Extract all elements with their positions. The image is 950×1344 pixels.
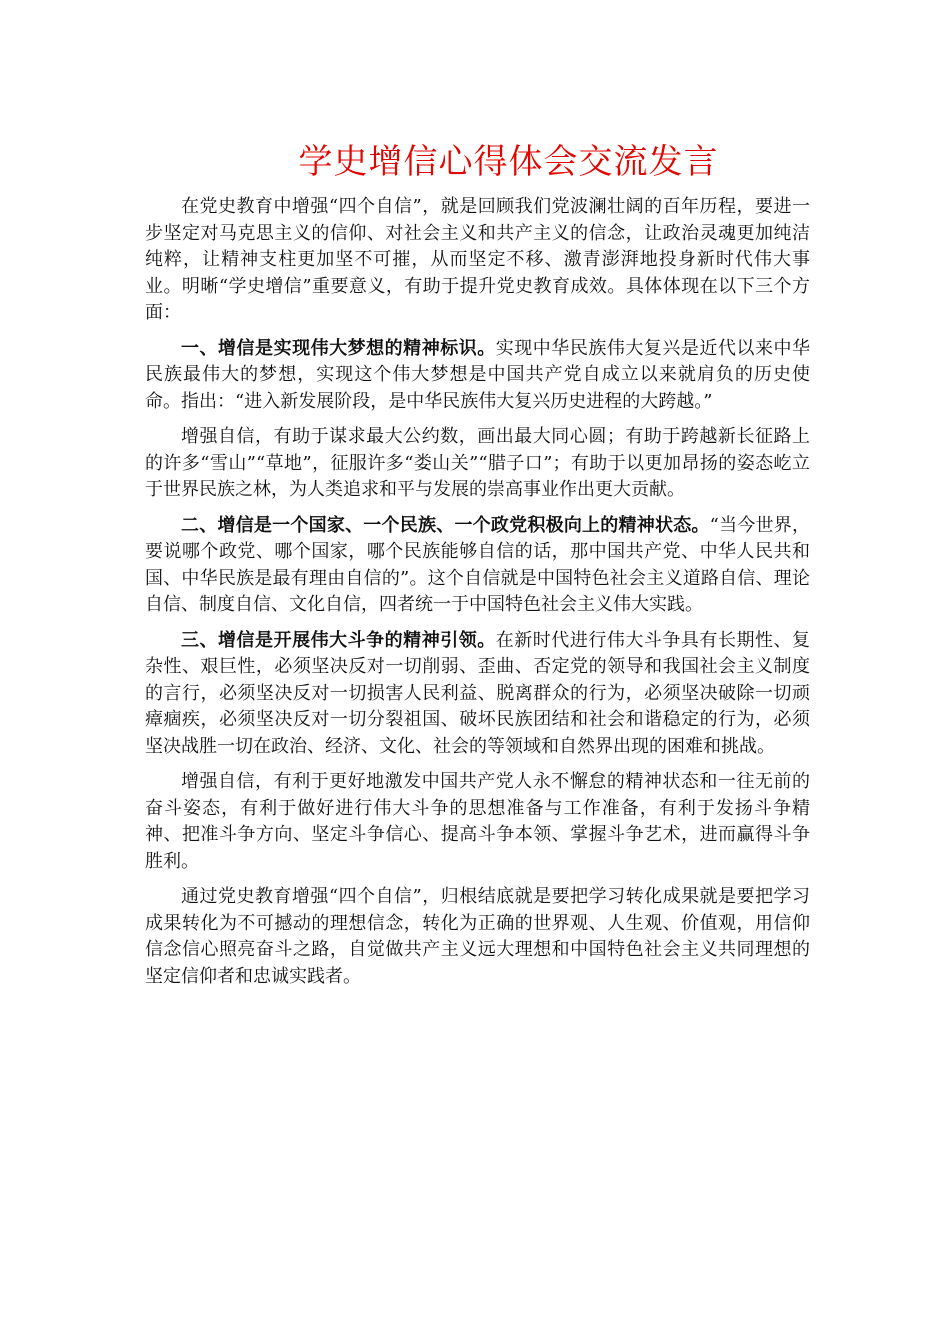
paragraph-text: 通过党史教育增强“四个自信”，归根结底就是要把学习转化成果就是要把学习成果转化为不可撼动的理想信念，转化为正确的世界观、人生观、价值观，用信仰信念信心照亮奋斗之路，自觉做共产主义远大理想和中国特色社会主义共同理想的坚定信仰者和忠诚实践者。 <box>145 886 810 987</box>
section-one-heading: 一、增信是实现伟大梦想的精神标识。 <box>181 337 496 359</box>
section-three-heading: 三、增信是开展伟大斗争的精神引领。 <box>181 629 496 651</box>
paragraph-text: 在新时代进行伟大斗争具有长期性、复杂性、艰巨性，必须坚决反对一切削弱、歪曲、否定党的领导和我国社会主义制度的言行，必须坚决反对一切损害人民利益、脱离群众的行为，必须坚决破除一切顽瘴痼疾，必须坚决反对一切分裂祖国、破坏民族团结和社会和谐稳定的行为，必须坚决战胜一切在政治、经济、文化、社会的等领域和自然界出现的困难和挑战。 <box>145 629 811 757</box>
paragraph-text: 增强自信，有利于更好地激发中国共产党人永不懈怠的精神状态和一往无前的奋斗姿态，有利于做好进行伟大斗争的思想准备与工作准备，有利于发扬斗争精神、把准斗争方向、坚定斗争信心、提高斗争本领、掌握斗争艺术，进而赢得斗争胜利。 <box>145 771 810 872</box>
document-body <box>145 140 810 999</box>
paragraph-text: 实现中华民族伟大复兴是近代以来中华民族最伟大的梦想，实现这个伟大梦想是中国共产党自成立以来就肩负的历史使命。指出：“进入新发展阶段，是中华民族伟大复兴历史进程的大跨越。” <box>145 337 811 412</box>
section-one-detail-paragraph <box>145 424 810 504</box>
paragraph-text: 在党史教育中增强“四个自信”，就是回顾我们党波澜壮阔的百年历程，要进一步坚定对马克思主义的信仰、对社会主义和共产主义的信念，让政治灵魂更加纯洁纯粹，让精神支柱更加坚不可摧，从而坚定不移、激青澎湃地投身新时代伟大事业。明晰“学史增信”重要意义，有助于提升党史教育成效。具体体现在以下三个方面： <box>145 196 810 323</box>
page-title: 学史增信心得体会交流发言 <box>298 142 719 182</box>
section-two-heading: 二、增信是一个国家、一个民族、一个政党积极向上的精神状态。 <box>181 514 710 536</box>
conclusion-paragraph <box>145 884 810 990</box>
section-one-paragraph <box>145 336 810 416</box>
section-two-paragraph <box>145 513 810 619</box>
paragraph-text: “当今世界，要说哪个政党、哪个国家，哪个民族能够自信的话，那中国共产党、中华人民共和国、中华民族是最有理由自信的”。这个自信就是中国特色社会主义道路自信、理论自信、制度自信、文化自信，四者统一于中国特色社会主义伟大实践。 <box>145 514 811 615</box>
paragraph-text: 增强自信，有助于谋求最大公约数，画出最大同心圆；有助于跨越新长征路上的许多“雪山”“草地”，征服许多“娄山关”“腊子口”；有助于以更加昂扬的姿态屹立于世界民族之林，为人类追求和平与发展的崇高事业作出更大贡献。 <box>145 426 810 500</box>
section-three-paragraph <box>145 628 810 761</box>
section-three-detail-paragraph <box>145 769 810 875</box>
intro-paragraph <box>145 194 810 327</box>
